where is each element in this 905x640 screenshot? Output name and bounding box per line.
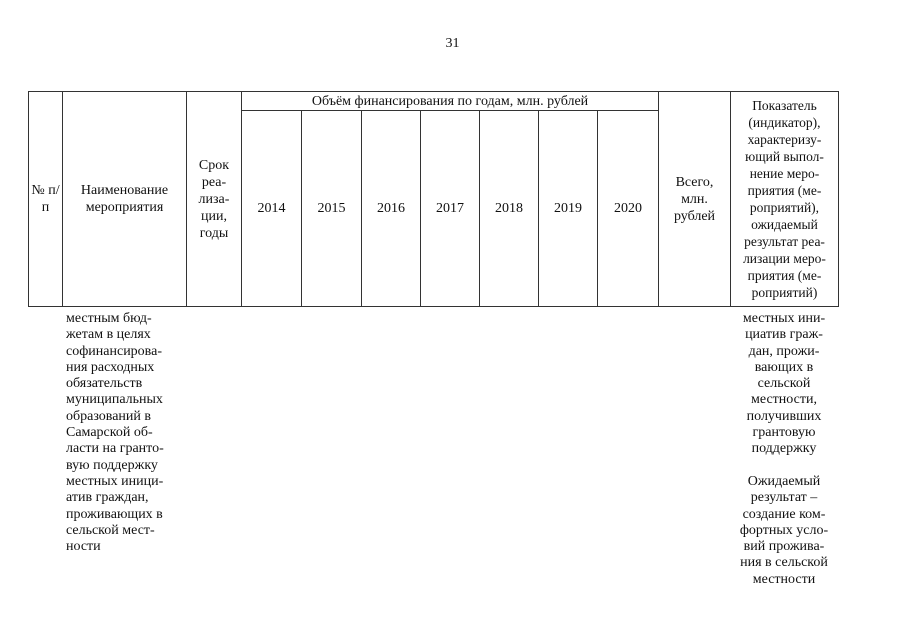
header-year: 2016 (377, 201, 405, 216)
header-year: 2018 (495, 201, 523, 216)
header-total: Всего, млн. рублей (673, 174, 716, 224)
page-number: 31 (445, 36, 460, 51)
row-indicator-text: местных ини- циатив граж- дан, прожи- вающих в сельской местности, получивших грантовую поддержку Ожидаемый результат – создание ком- фортных усло- вий прожива- ния в сельской местности (739, 311, 829, 587)
header-num: № п/п (31, 183, 60, 215)
row-name-text: местным бюд- жетам в целях софинансирова- ния расходных обязательств муниципальных образований в Самарской об- ласти на гранто- вую поддержку местных иници- атив граждан, проживающих в сельской мест- ности (66, 311, 164, 555)
header-year: 2017 (436, 201, 464, 216)
header-financing-title: Объём финансирования по годам, млн. рублей (311, 93, 589, 109)
header-term: Срок реа- лиза- ции, годы (198, 157, 230, 241)
header-year: 2015 (317, 201, 346, 216)
header-indicator: Показатель (индикатор), характеризу- ющий выпол- нение меро- приятия (ме- роприятий), ожидаемый результат реа- лизации меро- приятия (ме- роприятий) (743, 98, 826, 300)
header-name: Наименование мероприятия (80, 183, 169, 215)
header-year: 2014 (257, 201, 286, 216)
header-year: 2020 (614, 201, 642, 216)
header-year: 2019 (554, 201, 582, 216)
table-header (28, 91, 839, 307)
